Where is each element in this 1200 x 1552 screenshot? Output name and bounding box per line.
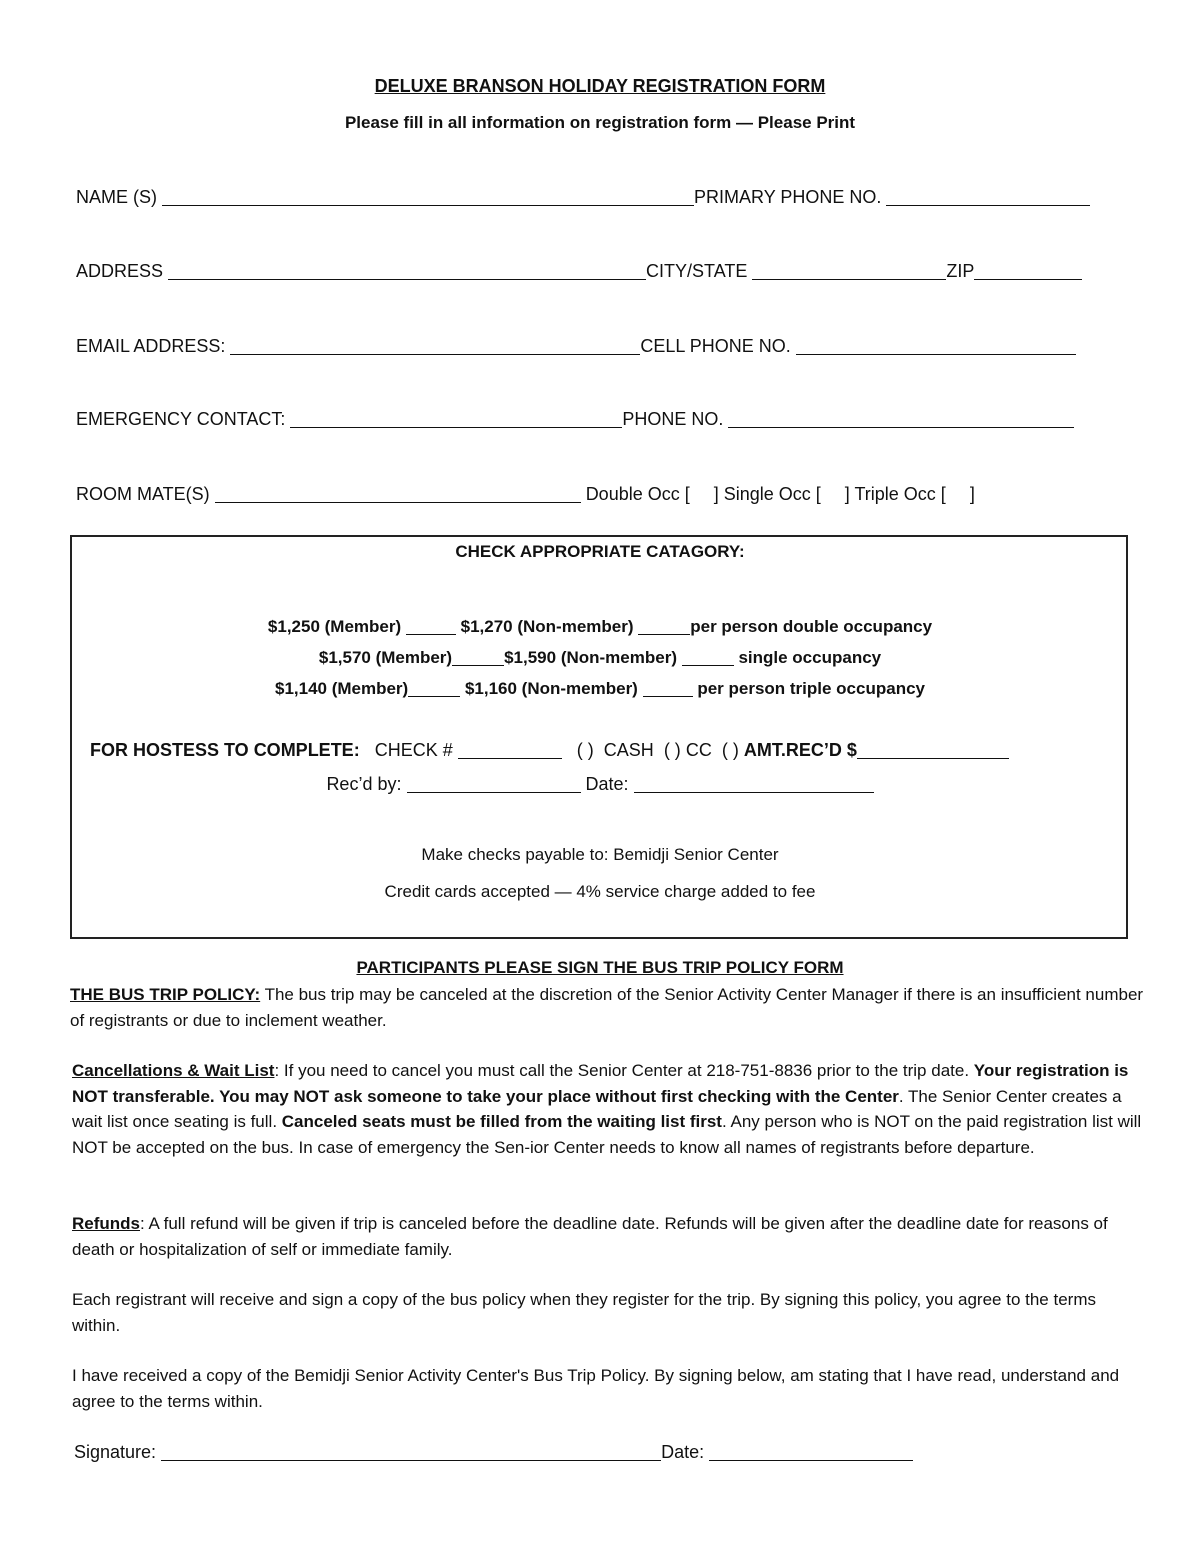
names-label: NAME (S) xyxy=(76,187,157,207)
triple-nonmember-price: $1,160 (Non-member) xyxy=(464,679,638,698)
cancellations-text-2: . The Senior Center creates a wait list once seating is full. xyxy=(72,1086,1122,1131)
cancellations-paragraph xyxy=(72,1058,1147,1160)
single-nonmember-price: $1,590 (Non-member) xyxy=(504,648,677,667)
received-date-label: Date: xyxy=(585,774,629,794)
category-title: CHECK APPROPRIATE CATAGORY: xyxy=(455,542,745,561)
triple-member-price: $1,140 (Member) xyxy=(274,679,409,698)
check-number-label: CHECK # xyxy=(374,740,453,760)
single-nonmember-input[interactable] xyxy=(682,649,734,666)
email-input[interactable] xyxy=(230,338,640,355)
address-row xyxy=(76,261,1082,282)
emergency-contact-input[interactable] xyxy=(290,411,622,428)
room-mates-input[interactable] xyxy=(215,486,581,503)
city-state-input[interactable] xyxy=(752,263,946,280)
refunds-text: : A full refund will be given if trip is canceled before the deadline date. Refunds will be given after the deadline date for reasons of death or hospitalization of self or immediate family. xyxy=(72,1214,1108,1259)
phone-label: PHONE NO. xyxy=(622,409,724,429)
signature-input[interactable] xyxy=(161,1444,661,1461)
email-row xyxy=(76,336,1076,357)
single-member-input[interactable] xyxy=(452,649,504,666)
primary-phone-input[interactable] xyxy=(886,189,1090,206)
zip-label: ZIP xyxy=(946,261,975,281)
amount-received-label: AMT.REC’D $ xyxy=(743,740,857,760)
amount-received-input[interactable] xyxy=(857,742,1009,759)
cash-checkbox[interactable]: ( ) xyxy=(576,740,594,760)
double-member-price: $1,250 (Member) xyxy=(267,617,402,636)
check-number-input[interactable] xyxy=(458,742,562,759)
double-nonmember-price: $1,270 (Non-member) xyxy=(460,617,634,636)
single-description: single occupancy xyxy=(738,648,882,667)
received-date-input[interactable] xyxy=(634,776,874,793)
names-row xyxy=(76,187,1090,208)
double-description: per person double occupancy xyxy=(690,617,933,636)
double-occupancy-row xyxy=(0,617,1200,637)
triple-occ-label: ] Triple Occ [ xyxy=(844,484,946,504)
city-state-label: CITY/STATE xyxy=(646,261,748,281)
form-subtitle: Please fill in all information on registration form — Please Print xyxy=(344,113,856,132)
address-input[interactable] xyxy=(168,263,646,280)
triple-member-input[interactable] xyxy=(408,680,460,697)
triple-occ-close: ] xyxy=(969,484,975,504)
emergency-row xyxy=(76,409,1074,430)
refunds-paragraph xyxy=(72,1211,1147,1262)
emergency-contact-label: EMERGENCY CONTACT: xyxy=(76,409,286,429)
signature-label: Signature: xyxy=(74,1442,157,1462)
received-row xyxy=(0,774,1200,795)
hostess-label: FOR HOSTESS TO COMPLETE: xyxy=(90,740,360,760)
triple-description: per person triple occupancy xyxy=(697,679,925,698)
double-nonmember-input[interactable] xyxy=(638,618,690,635)
address-label: ADDRESS xyxy=(76,261,164,281)
acknowledgement-paragraph: I have received a copy of the Bemidji Senior Activity Center's Bus Trip Policy. By signing below, am stating that I have read, understand and agree to the terms within. xyxy=(72,1366,1120,1411)
credit-card-note: Credit cards accepted — 4% service charge added to fee xyxy=(384,882,816,901)
cancellations-bold-2: Canceled seats must be filled from the waiting list first xyxy=(281,1112,722,1131)
bus-trip-policy-text: The bus trip may be canceled at the discretion of the Senior Activity Center Manager if there is an insufficient number of registrants or due to inclement weather. xyxy=(70,985,1144,1030)
received-by-input[interactable] xyxy=(407,776,581,793)
refunds-heading: Refunds xyxy=(72,1214,140,1233)
cancellations-text-1: : If you need to cancel you must call the Senior Center at 218-751-8836 prior to the trip date. xyxy=(274,1061,974,1080)
double-occ-label: Double Occ [ xyxy=(585,484,690,504)
checks-payable-note: Make checks payable to: Bemidji Senior Center xyxy=(421,845,779,864)
room-mates-label: ROOM MATE(S) xyxy=(76,484,210,504)
signature-date-input[interactable] xyxy=(709,1444,913,1461)
cc-label: CC xyxy=(685,740,712,760)
zip-input[interactable] xyxy=(974,263,1082,280)
single-occupancy-row xyxy=(0,648,1200,668)
received-by-label: Rec’d by: xyxy=(326,774,402,794)
cell-phone-input[interactable] xyxy=(796,338,1076,355)
policy-title: PARTICIPANTS PLEASE SIGN THE BUS TRIP POLICY FORM xyxy=(356,958,844,977)
double-member-input[interactable] xyxy=(406,618,456,635)
phone-input[interactable] xyxy=(728,411,1074,428)
hostess-row xyxy=(90,740,1009,761)
cash-label: CASH xyxy=(603,740,654,760)
cc-checkbox[interactable]: ( ) xyxy=(663,740,681,760)
bus-trip-policy-heading: THE BUS TRIP POLICY: xyxy=(70,985,261,1004)
signature-date-label: Date: xyxy=(661,1442,705,1462)
signature-row xyxy=(74,1442,913,1463)
category-box xyxy=(70,535,1128,939)
single-occ-label: ] Single Occ [ xyxy=(713,484,821,504)
cancellations-text-3: . Any person who is NOT on the paid registration list will NOT be accepted on the bus. In case of emergency the Sen-ior Center needs to know all names of registrants before departure. xyxy=(72,1112,1142,1157)
amount-checkbox[interactable]: ( ) xyxy=(721,740,739,760)
cell-phone-label: CELL PHONE NO. xyxy=(640,336,791,356)
form-title: DELUXE BRANSON HOLIDAY REGISTRATION FORM xyxy=(374,76,826,96)
cancellations-heading: Cancellations & Wait List xyxy=(72,1061,275,1080)
cancellations-bold-1: Your registration is NOT transferable. You may NOT ask someone to take your place without first checking with the Center xyxy=(72,1061,1129,1106)
primary-phone-label: PRIMARY PHONE NO. xyxy=(694,187,882,207)
triple-occupancy-row xyxy=(0,679,1200,699)
triple-nonmember-input[interactable] xyxy=(643,680,693,697)
each-registrant-paragraph: Each registrant will receive and sign a copy of the bus policy when they register for the trip. By signing this policy, you agree to the terms within. xyxy=(72,1290,1096,1335)
single-member-price: $1,570 (Member) xyxy=(318,648,453,667)
bus-trip-policy-paragraph xyxy=(70,982,1145,1033)
email-label: EMAIL ADDRESS: xyxy=(76,336,226,356)
roommates-row xyxy=(76,484,975,505)
names-input[interactable] xyxy=(162,189,694,206)
